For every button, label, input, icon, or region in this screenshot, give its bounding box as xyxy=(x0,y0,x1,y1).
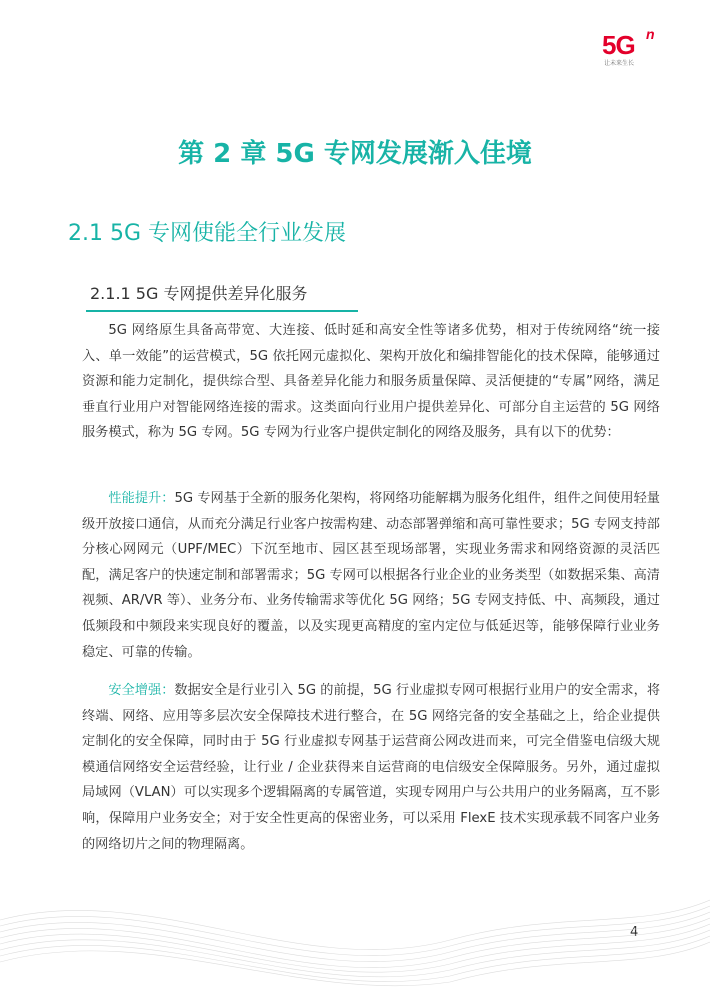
paragraph-security xyxy=(82,678,660,857)
performance-text: 5G 专网基于全新的服务化架构，将网络功能解耦为服务化组件，组件之间使用轻量级开放接口通信，从而充分满足行业客户按需构建、动态部署弹缩和高可靠性要求；5G 专网支持部分核心网网元（UPF/MEC）下沉至地市、园区甚至现场部署，实现业务需求和网络资源的灵活匹配，满足客户的快速定制和部署需求；5G 专网可以根据各行业企业的业务类型（如数据采集、高清视频、AR/VR 等）、业务分布、业务传输需求等优化 5G 网络；5G 专网支持低、中、高频段，通过低频段和中频段来实现良好的覆盖，以及实现更高精度的室内定位与低延迟等，能够保障行业业务稳定、可靠的传输。 xyxy=(82,491,660,660)
section-title: 2.1 5G 专网使能全行业发展 xyxy=(68,221,347,246)
logo-5g-text: 5G xyxy=(602,30,635,60)
brand-logo xyxy=(600,26,670,72)
page-number: 4 xyxy=(630,925,639,940)
logo-slogan: 让未来生长 xyxy=(604,60,635,67)
decorative-wave-lines xyxy=(0,860,710,1004)
subsection-title: 2.1.1 5G 专网提供差异化服务 xyxy=(90,284,308,303)
chapter-title: 第 2 章 5G 专网发展渐入佳境 xyxy=(178,139,532,169)
subsection-heading xyxy=(86,280,358,312)
logo-superscript: n xyxy=(646,26,655,42)
paragraph-intro: 5G 网络原生具备高带宽、大连接、低时延和高安全性等诸多优势，相对于传统网络“统一接入、单一效能”的运营模式，5G 依托网元虚拟化、架构开放化和编排智能化的技术保障，能够通过资源和能力定制化，提供综合型、具备差异化能力和服务质量保障、灵活便捷的“专属”网络，满足垂直行业用户对智能网络连接的需求。这类面向行业用户提供差异化、可部分自主运营的 5G 网络服务模式，称为 5G 专网。5G 专网为行业客户提供定制化的网络及服务，具有以下的优势： xyxy=(82,323,660,441)
paragraph-performance xyxy=(82,486,660,665)
performance-label: 性能提升： xyxy=(108,491,175,506)
security-label: 安全增强： xyxy=(108,683,175,698)
security-text: 数据安全是行业引入 5G 的前提，5G 行业虚拟专网可根据行业用户的安全需求，将终端、网络、应用等多层次安全保障技术进行整合，在 5G 网络完备的安全基础之上，给企业提供定制化的安全保障，同时由于 5G 行业虚拟专网基于运营商公网改进而来，可完全借鉴电信级大规模通信网络安全运营经验，让行业 / 企业获得来自运营商的电信级安全保障服务。另外，通过虚拟局域网（VLAN）可以实现多个逻辑隔离的专属管道，实现专网用户与公共用户的业务隔离，互不影响，保障用户业务安全；对于安全性更高的保密业务，可以采用 FlexE 技术实现承载不同客户业务的网络切片之间的物理隔离。 xyxy=(82,683,661,852)
